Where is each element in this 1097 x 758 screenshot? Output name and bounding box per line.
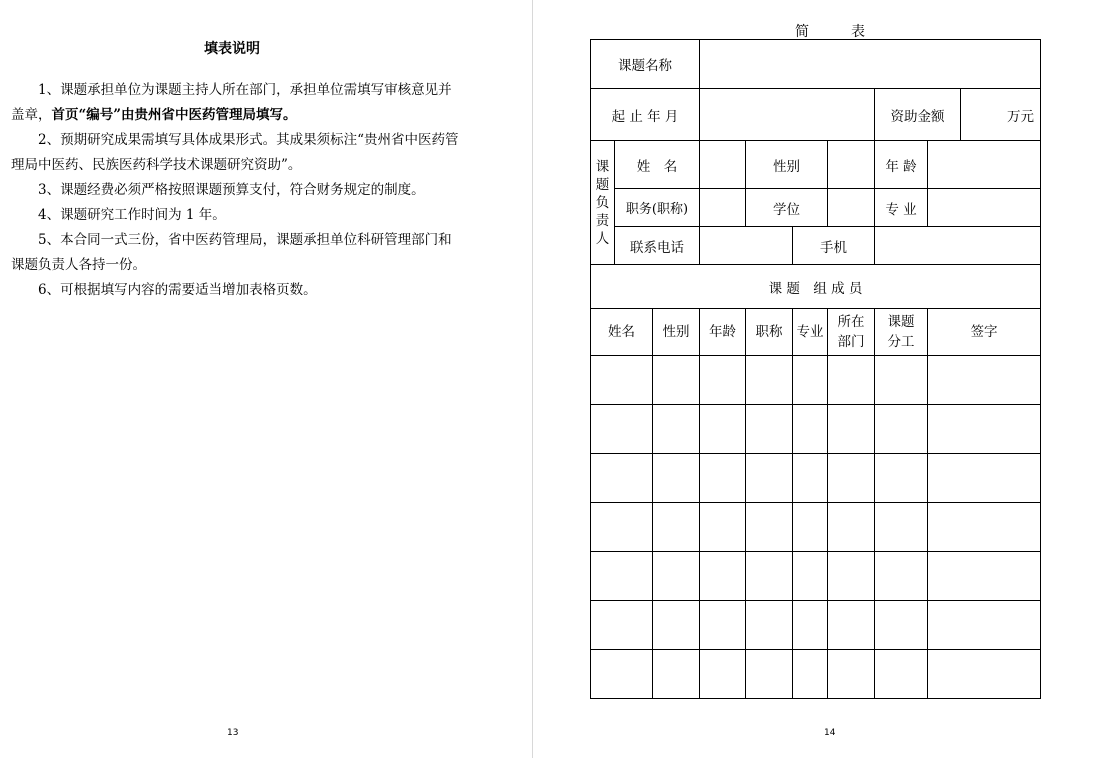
member-cell[interactable] [875,356,928,405]
members-header: 课 题 组 成 员 [591,265,1041,309]
member-cell[interactable] [828,552,875,601]
funding-field[interactable] [961,89,1041,141]
member-cell[interactable] [700,503,746,552]
page-number-right: 14 [824,728,836,738]
member-col-age: 年龄 [700,309,746,356]
member-cell[interactable] [928,552,1041,601]
member-row [591,454,1041,503]
leader-name-label: 姓 名 [615,141,700,189]
leader-mobile-field[interactable] [875,227,1041,265]
leader-age-label: 年 龄 [875,141,928,189]
member-cell[interactable] [746,601,793,650]
instruction-2: 2、预期研究成果需填写具体成果形式。其成果须标注“贵州省中医药管理局中医药、民族医药科学技术课题研究资助”。 [11,132,459,173]
leader-position-label: 职务(职称) [615,189,700,227]
member-cell[interactable] [828,454,875,503]
member-cell[interactable] [793,405,828,454]
leader-name-field[interactable] [700,141,746,189]
member-col-signature: 签字 [928,309,1041,356]
instruction-1-text: 1、课题承担单位为课题主持人所在部门，承担单位需填写审核意见并盖章， [11,82,452,123]
topic-name-field[interactable] [700,40,1041,89]
member-cell[interactable] [828,650,875,699]
member-cell[interactable] [875,552,928,601]
member-cell[interactable] [700,552,746,601]
member-cell[interactable] [591,356,653,405]
instruction-5: 5、本合同一式三份，省中医药管理局，课题承担单位科研管理部门和课题负责人各持一份。 [11,232,452,273]
member-cell[interactable] [591,405,653,454]
member-cell[interactable] [828,405,875,454]
instruction-1-bold: 首页“编号”由贵州省中医药管理局填写。 [51,107,297,123]
member-cell[interactable] [700,405,746,454]
instruction-6: 6、可根据填写内容的需要适当增加表格页数。 [38,282,317,298]
leader-age-field[interactable] [928,141,1041,189]
leader-major-field[interactable] [928,189,1041,227]
member-col-role: 课题分工 [875,309,928,356]
member-cell[interactable] [828,601,875,650]
summary-table-title [795,21,865,41]
instruction-4: 4、课题研究工作时间为 1 年。 [38,207,226,223]
member-cell[interactable] [591,454,653,503]
member-cell[interactable] [591,552,653,601]
member-cell[interactable] [875,454,928,503]
member-cell[interactable] [653,503,700,552]
member-cell[interactable] [746,454,793,503]
member-cell[interactable] [875,503,928,552]
member-cell[interactable] [793,503,828,552]
member-col-gender: 性别 [653,309,700,356]
member-cell[interactable] [746,405,793,454]
member-cell[interactable] [653,552,700,601]
member-cell[interactable] [793,454,828,503]
member-cell[interactable] [591,650,653,699]
member-cell[interactable] [875,601,928,650]
member-cell[interactable] [793,552,828,601]
member-cell[interactable] [928,503,1041,552]
member-col-name: 姓名 [591,309,653,356]
leader-degree-label: 学位 [746,189,828,227]
leader-char-3: 负 [595,194,610,211]
funding-label: 资助金额 [875,89,961,141]
instruction-3: 3、课题经费必须严格按照课题预算支付，符合财务规定的制度。 [38,182,425,198]
member-cell[interactable] [928,356,1041,405]
period-label: 起 止 年 月 [591,89,700,141]
leader-mobile-label: 手机 [793,227,875,265]
member-row [591,405,1041,454]
member-cell[interactable] [591,503,653,552]
left-page [0,0,533,758]
topic-name-label: 课题名称 [591,40,700,89]
title-char-1: 简 [795,24,809,40]
member-cell[interactable] [928,454,1041,503]
funding-unit: 万元 [1007,108,1035,125]
member-cell[interactable] [746,356,793,405]
member-cell[interactable] [928,405,1041,454]
leader-degree-field[interactable] [828,189,875,227]
member-row [591,650,1041,699]
leader-phone-field[interactable] [700,227,793,265]
period-field[interactable] [700,89,875,141]
member-cell[interactable] [700,454,746,503]
title-char-2: 表 [851,24,865,40]
member-cell[interactable] [928,650,1041,699]
member-cell[interactable] [746,503,793,552]
leader-char-4: 责 [595,212,610,229]
member-cell[interactable] [875,650,928,699]
leader-gender-label: 性别 [746,141,828,189]
member-cell[interactable] [746,552,793,601]
member-cell[interactable] [653,454,700,503]
member-cell[interactable] [746,650,793,699]
member-cell[interactable] [653,356,700,405]
member-cell[interactable] [591,601,653,650]
member-row [591,601,1041,650]
member-cell[interactable] [928,601,1041,650]
leader-vertical-label [591,141,615,265]
member-cell[interactable] [700,650,746,699]
leader-gender-field[interactable] [828,141,875,189]
leader-char-1: 课 [595,158,610,175]
leader-char-2: 题 [595,176,610,193]
member-cell[interactable] [653,601,700,650]
instruction-1 [11,78,461,128]
member-cell[interactable] [793,601,828,650]
leader-char-5: 人 [595,230,610,247]
member-cell[interactable] [793,650,828,699]
member-col-title: 职称 [746,309,793,356]
member-cell[interactable] [828,356,875,405]
leader-major-label: 专 业 [875,189,928,227]
member-row [591,356,1041,405]
page-number-left: 13 [227,728,239,738]
member-cell[interactable] [653,650,700,699]
member-cell[interactable] [653,405,700,454]
instructions-title: 填表说明 [204,41,260,57]
member-cell[interactable] [700,601,746,650]
leader-phone-label: 联系电话 [615,227,700,265]
member-cell[interactable] [875,405,928,454]
leader-position-field[interactable] [700,189,746,227]
right-page [533,0,1097,758]
member-cell[interactable] [700,356,746,405]
member-row [591,503,1041,552]
member-cell[interactable] [793,356,828,405]
member-col-department: 所在部门 [828,309,875,356]
member-col-major: 专业 [793,309,828,356]
member-cell[interactable] [828,503,875,552]
member-row [591,552,1041,601]
summary-form-table [590,39,1041,699]
